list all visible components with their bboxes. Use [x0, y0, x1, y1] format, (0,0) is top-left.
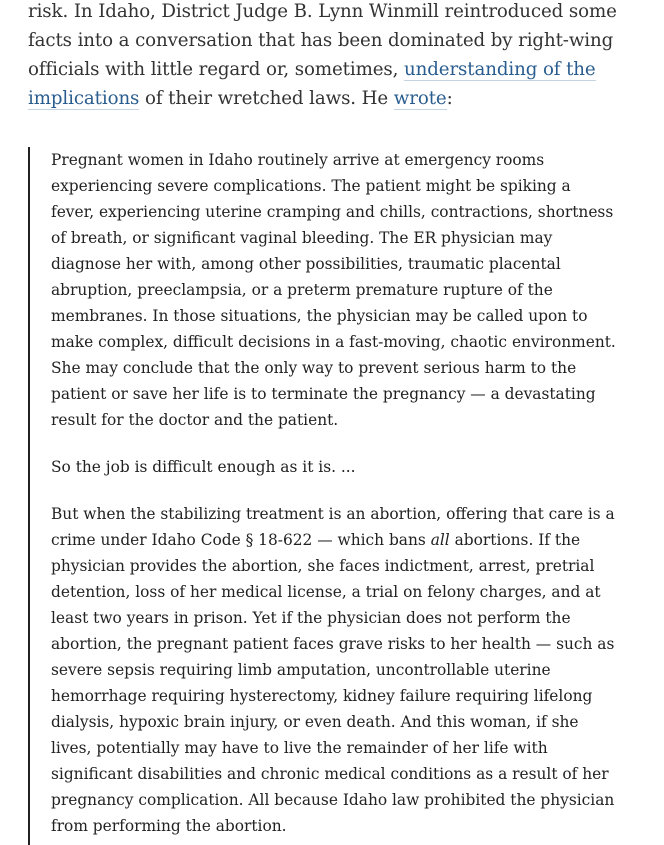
quote-paragraph-3-start: But when the stabilizing treatment is an abortion, offering that care is a crime under Idaho Code § 18-622 — which bans [51, 505, 615, 549]
intro-text-end: : [446, 88, 453, 109]
intro-text-start: risk. In Idaho, District Judge B. Lynn Winmill reintroduced some facts into a conversation that has been dominated by right-wing officials with little regard or, sometimes, [28, 1, 617, 80]
intro-paragraph [28, 0, 628, 113]
quote-paragraph-3-end: abortions. If the physician provides the abortion, she faces indictment, arrest, pretrial detention, loss of her medical license, a trial on felony charges, and at least two years in prison. Yet if the physician does not perform the abortion, the pregnant patient faces grave risks to her health — such as severe sepsis requiring limb amputation, uncontrollable uterine hemorrhage requiring hysterectomy, kidney failure requiring lifelong dialysis, hypoxic brain injury, or even death. And this woman, if she lives, potentially may have to live the remainder of her life with significant disabilities and chronic medical conditions as a result of her pregnancy complication. All because Idaho law prohibited the physician from performing the abortion. [51, 531, 615, 835]
quote-paragraph-2: So the job is difficult enough as it is. ... [51, 458, 356, 476]
implications-link[interactable]: understanding of the implications [28, 59, 596, 109]
intro-text-middle: of their wretched laws. He [139, 88, 394, 109]
quote-emphasis-all: all [430, 531, 450, 549]
quote-paragraph-1: Pregnant women in Idaho routinely arrive at emergency rooms experiencing severe complications. The patient might be spiking a fever, experiencing uterine cramping and chills, contractions, shortness of breath, or significant vaginal bleeding. The ER physician may diagnose her with, among other possibilities, traumatic placental abruption, preeclampsia, or a preterm premature rupture of the membranes. In those situations, the physician may be called upon to make complex, difficult decisions in a fast-moving, chaotic environment. She may conclude that the only way to prevent serious harm to the patient or save her life is to terminate the pregnancy — a devastating result for the doctor and the patient. [51, 151, 616, 429]
court-quote-blockquote [28, 147, 628, 845]
quote-paragraph-3 [51, 501, 618, 839]
wrote-link[interactable]: wrote [393, 88, 447, 109]
